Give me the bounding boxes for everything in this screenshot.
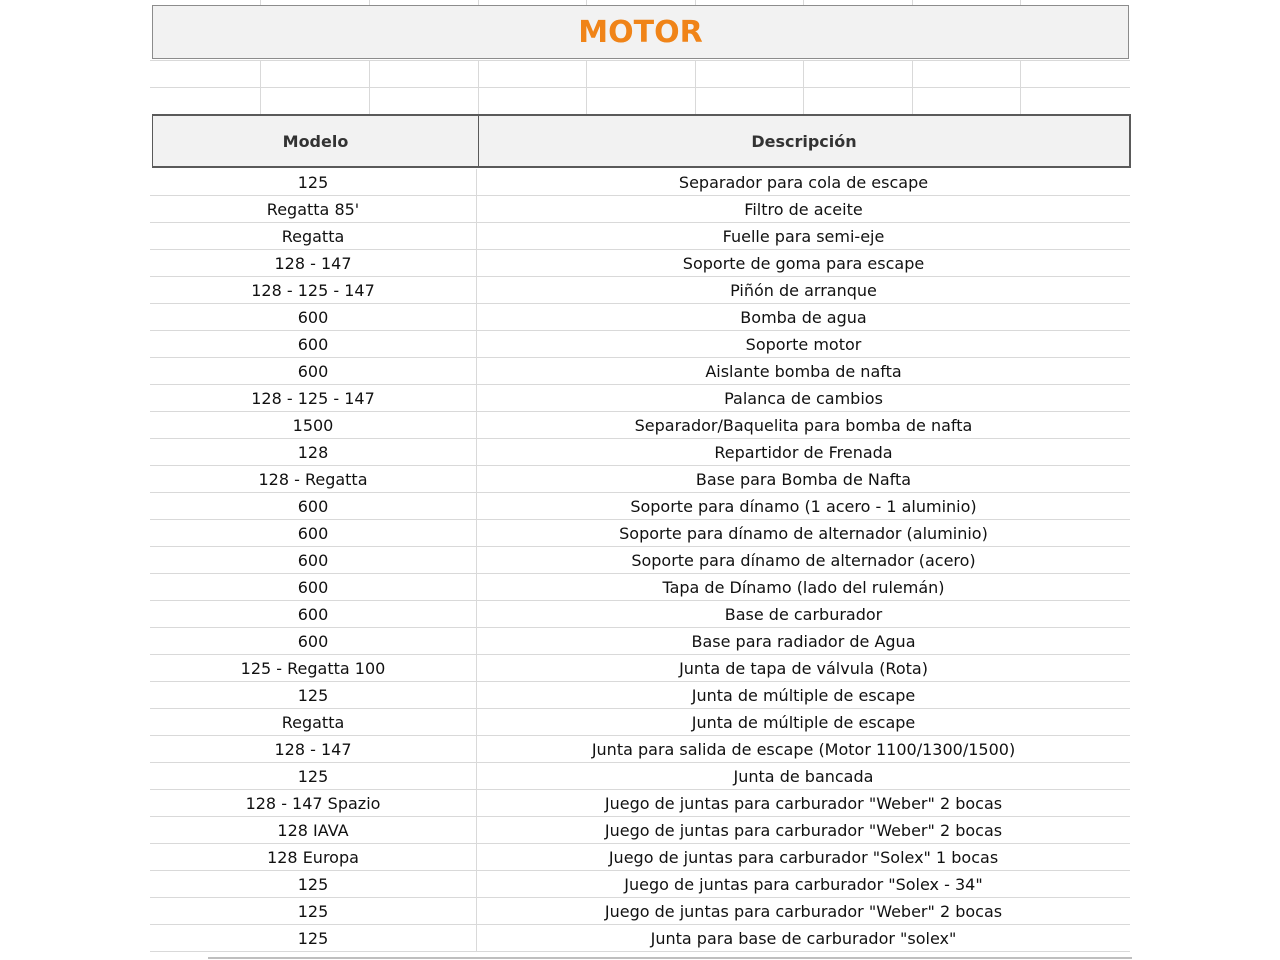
grid-line (208, 957, 1132, 959)
cell-modelo[interactable]: 125 (150, 169, 477, 195)
cell-modelo[interactable]: 128 - Regatta (150, 466, 477, 492)
table-row (150, 439, 1130, 466)
table-row (150, 358, 1130, 385)
table-row (150, 628, 1130, 655)
cell-modelo[interactable]: 128 - 147 (150, 736, 477, 762)
table-row (150, 250, 1130, 277)
table-row (150, 277, 1130, 304)
cell-descripcion[interactable]: Base de carburador (724, 604, 883, 624)
cell-modelo[interactable]: 128 - 125 - 147 (150, 385, 477, 411)
table-row (150, 412, 1130, 439)
table-row (150, 655, 1130, 682)
table-body (150, 169, 1130, 952)
cell-modelo[interactable]: 128 - 147 (150, 250, 477, 276)
cell-descripcion[interactable]: Junta para salida de escape (Motor 1100/1300/1500) (591, 739, 1016, 759)
cell-descripcion[interactable]: Junta de bancada (733, 766, 874, 786)
cell-descripcion[interactable]: Base para Bomba de Nafta (695, 469, 912, 489)
sheet-title[interactable]: MOTOR (152, 5, 1129, 59)
cell-descripcion[interactable]: Fuelle para semi-eje (722, 226, 885, 246)
table-row (150, 925, 1130, 952)
cell-descripcion[interactable]: Aislante bomba de nafta (705, 361, 902, 381)
cell-modelo[interactable]: 128 (150, 439, 477, 465)
table-row (150, 601, 1130, 628)
table-row (150, 763, 1130, 790)
cell-modelo[interactable]: Regatta 85' (150, 196, 477, 222)
cell-modelo[interactable]: 600 (150, 601, 477, 627)
cell-modelo[interactable]: 600 (150, 304, 477, 330)
cell-descripcion[interactable]: Juego de juntas para carburador "Weber" 2 bocas (604, 901, 1003, 921)
cell-modelo[interactable]: Regatta (150, 223, 477, 249)
cell-descripcion[interactable]: Soporte motor (745, 334, 862, 354)
table-row (150, 331, 1130, 358)
cell-descripcion[interactable]: Separador/Baquelita para bomba de nafta (634, 415, 973, 435)
cell-modelo[interactable]: 600 (150, 358, 477, 384)
cell-modelo[interactable]: 600 (150, 574, 477, 600)
header-modelo[interactable]: Modelo (153, 116, 479, 166)
table-row (150, 547, 1130, 574)
grid-line (695, 60, 696, 114)
table-row (150, 817, 1130, 844)
cell-modelo[interactable]: 128 Europa (150, 844, 477, 870)
cell-modelo[interactable]: 125 (150, 763, 477, 789)
header-descripcion[interactable]: Descripción (751, 131, 857, 151)
cell-descripcion[interactable]: Soporte para dínamo de alternador (aluminio) (619, 523, 988, 543)
table-row (150, 898, 1130, 925)
cell-modelo[interactable]: 125 (150, 925, 477, 951)
cell-descripcion[interactable]: Tapa de Dínamo (lado del rulemán) (662, 577, 945, 597)
cell-descripcion[interactable]: Juego de juntas para carburador "Solex - 34" (624, 874, 983, 894)
cell-descripcion[interactable]: Soporte para dínamo de alternador (acero) (631, 550, 976, 570)
table-row (150, 196, 1130, 223)
cell-descripcion[interactable]: Piñón de arranque (730, 280, 877, 300)
cell-descripcion[interactable]: Junta de múltiple de escape (691, 712, 916, 732)
grid-line (260, 60, 261, 114)
cell-modelo[interactable]: 600 (150, 493, 477, 519)
cell-modelo[interactable]: 600 (150, 628, 477, 654)
grid-line (369, 60, 370, 114)
table-row (150, 493, 1130, 520)
grid-line (586, 60, 587, 114)
table-row (150, 466, 1130, 493)
cell-modelo[interactable]: 128 - 147 Spazio (150, 790, 477, 816)
cell-descripcion[interactable]: Filtro de aceite (744, 199, 863, 219)
table-row (150, 736, 1130, 763)
table-row (150, 304, 1130, 331)
grid-line (478, 60, 479, 114)
cell-descripcion[interactable]: Separador para cola de escape (678, 172, 929, 192)
table-row (150, 790, 1130, 817)
cell-modelo[interactable]: 600 (150, 331, 477, 357)
cell-descripcion[interactable]: Palanca de cambios (724, 388, 883, 408)
cell-modelo[interactable]: 125 (150, 682, 477, 708)
cell-modelo[interactable]: 1500 (150, 412, 477, 438)
grid-line (150, 87, 1130, 88)
table-row (150, 682, 1130, 709)
table-row (150, 709, 1130, 736)
table-row (150, 223, 1130, 250)
cell-descripcion[interactable]: Juego de juntas para carburador "Solex" 1 bocas (608, 847, 999, 867)
cell-modelo[interactable]: 600 (150, 547, 477, 573)
cell-modelo[interactable]: 125 - Regatta 100 (150, 655, 477, 681)
table-row (150, 169, 1130, 196)
grid-line (1020, 60, 1021, 114)
table-row (150, 385, 1130, 412)
grid-line (912, 60, 913, 114)
cell-modelo[interactable]: 125 (150, 898, 477, 924)
cell-modelo[interactable]: 128 - 125 - 147 (150, 277, 477, 303)
cell-descripcion[interactable]: Base para radiador de Agua (691, 631, 916, 651)
table-row (150, 520, 1130, 547)
cell-descripcion[interactable]: Repartidor de Frenada (714, 442, 893, 462)
table-header (152, 114, 1131, 168)
cell-descripcion[interactable]: Juego de juntas para carburador "Weber" 2 bocas (604, 820, 1003, 840)
cell-descripcion[interactable]: Juego de juntas para carburador "Weber" 2 bocas (604, 793, 1003, 813)
cell-modelo[interactable]: 600 (150, 520, 477, 546)
grid-line (803, 60, 804, 114)
cell-descripcion[interactable]: Junta de tapa de válvula (Rota) (679, 658, 928, 678)
cell-descripcion[interactable]: Soporte de goma para escape (682, 253, 925, 273)
cell-modelo[interactable]: 125 (150, 871, 477, 897)
table-row (150, 574, 1130, 601)
cell-descripcion[interactable]: Junta de múltiple de escape (691, 685, 916, 705)
table-row (150, 871, 1130, 898)
cell-modelo[interactable]: 128 IAVA (150, 817, 477, 843)
spreadsheet (150, 0, 1132, 960)
cell-descripcion[interactable]: Junta para base de carburador "solex" (650, 928, 957, 948)
table-row (150, 844, 1130, 871)
cell-descripcion[interactable]: Bomba de agua (740, 307, 867, 327)
cell-modelo[interactable]: Regatta (150, 709, 477, 735)
grid-line (150, 60, 1130, 61)
cell-descripcion[interactable]: Soporte para dínamo (1 acero - 1 aluminio) (630, 496, 977, 516)
